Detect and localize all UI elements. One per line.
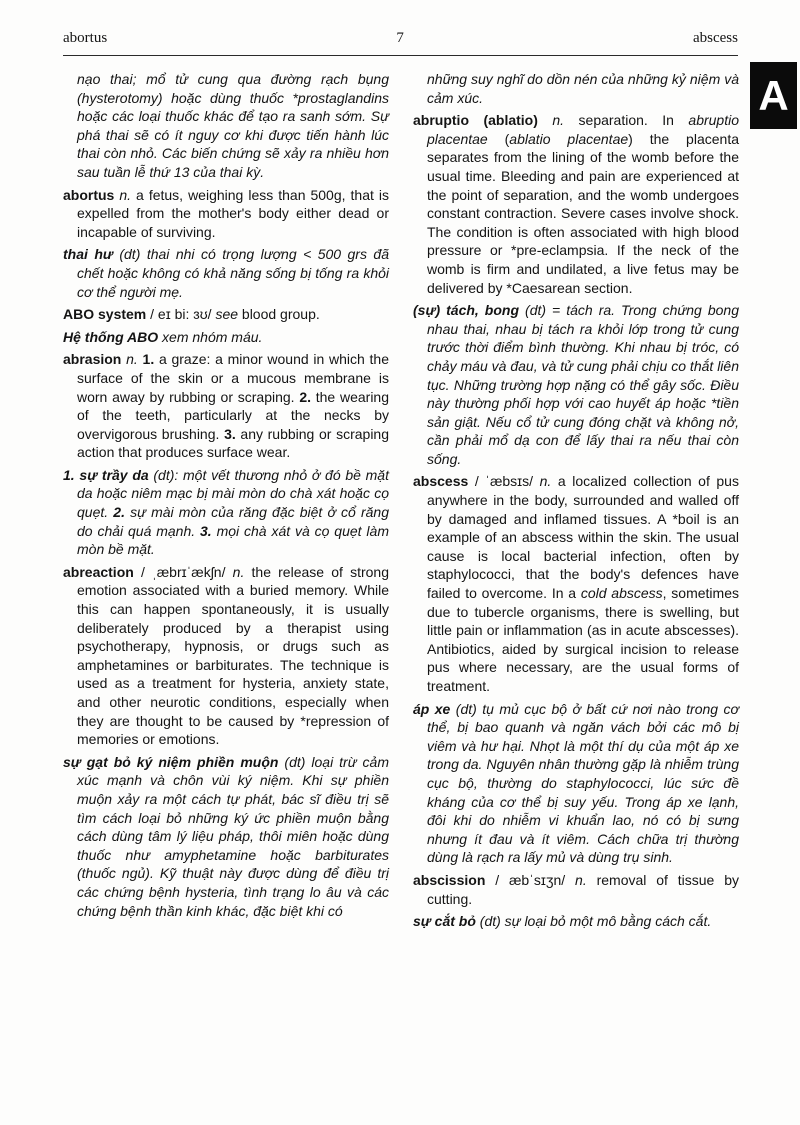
- entry-ap-xe: áp xe (dt) tụ mủ cục bộ ở bất cứ nơi nào trong cơ thể, bị bao quanh và ngăn vách bởi các mô bị viêm và hư hại. Nhọt là một thí dụ của một áp xe trong da. Nguyên nhân thường gặp là nhiễm trùng cục bộ, thường do staphylococci, lúc sức đề kháng của cơ thể bị suy yếu. Trong áp xe lạnh, đôi khi do nhiễm vi khuẩn lao, nó có bị sưng nhưng ít đau và ít viêm. Cách chữa trị thường dùng là rạch ra lấy mủ và dùng trụ sinh.: [413, 700, 739, 866]
- guide-word-right: abscess: [692, 30, 738, 46]
- entry-abortus: abortus n. a fetus, weighing less than 500g, that is expelled from the mother's body either dead or incapable of surviving.: [63, 186, 389, 240]
- guide-word-left: abortus: [63, 30, 108, 46]
- entry-continuation-nhung-suy-nghi: những suy nghĩ do dồn nén của những kỷ niệm và cảm xúc.: [427, 71, 739, 106]
- entry-abrasion: abrasion n. 1. a graze: a minor wound in which the surface of the skin or a mucous membrane is worn away by rubbing or scraping. 2. the wearing of the teeth, particularly at the necks by overvigorous brushing. 3. any rubbing or scraping action that produces surface wear.: [63, 351, 390, 461]
- text-columns: [63, 70, 739, 935]
- header-rule: [63, 55, 738, 56]
- entry-su-tray-da: 1. sự trầy da (dt): một vết thương nhỏ ở đó bề mặt da hoặc niêm mạc bị mài mòn do chà xát hoặc cọ quẹt. 2. sự mài mòn của răng đặc biệt ở cổ răng do chải quá mạnh. 3. mọi chà xát và cọ quẹt làm mòn bề mặt.: [63, 466, 389, 558]
- page-number: 7: [396, 30, 404, 46]
- entry-he-thong-abo: Hệ thống ABO xem nhóm máu.: [63, 328, 263, 345]
- entry-su-gat-bo: sự gạt bỏ ký niệm phiền muộn (dt) loại trừ cảm xúc mạnh và chôn vùi ký niệm. Khi sự phiền muộn xảy ra một cách tự phát, bác sĩ điều trị sẽ tìm cách loại bỏ những ký ức phiền muộn bằng cách dùng tâm lý liệu pháp, thôi miên hoặc dùng thuốc như amyphetamine hoặc barbiturates (thuốc ngủ). Kỹ thuật này được dùng để điều trị các chứng bệnh hysteria, tình trạng lo âu và các chứng bệnh thần kinh khác, đặc biệt khi có: [63, 753, 389, 919]
- entry-continuation-nao-thai: nạo thai; mổ tử cung qua đường rạch bụng (hysterotomy) hoặc dùng thuốc *prostaglandins hoặc các loại thuốc khác để tạo ra sanh sớm. Sự phá thai sẽ có ít nguy cơ khi được tiến hành lúc thai còn nhỏ. Các biến chứng sẽ xảy ra nhiều hơn sau tuần lễ thứ 13 của thai kỳ.: [77, 71, 389, 180]
- entry-abscission: abscission / æbˈsɪʒn/ n. removal of tissue by cutting.: [413, 871, 739, 907]
- thumb-index-tab-a: [750, 62, 797, 129]
- entry-abruptio: abruptio (ablatio) n. separation. In abruptio placentae (ablatio placentae) the placenta separates from the lining of the womb before the usual time. Bleeding and pain are experienced at the point of separation, and the womb undergoes constant contraction. Severe cases involve shock. The condition is often associated with high blood pressure or *pre-eclampsia. If the neck of the womb is firm and undilated, a live fetus may be delivered by *Caesarean section.: [413, 112, 739, 296]
- running-head: [63, 30, 738, 47]
- left-column: [63, 70, 389, 935]
- entry-abscess: abscess / ˈæbsɪs/ n. a localized collection of pus anywhere in the body, surrounded and walled off by damaged and inflamed tissues. A *boil is an example of an abscess within the skin. The usual cause is local bacterial infection, often by staphylococci, that the body's defences have failed to overcome. In a cold abscess, sometimes due to tubercle organisms, there is swelling, but little pain or inflammation (as in acute abscesses). Antibiotics, aided by surgical incision to release pus where necessary, are the usual forms of treatment.: [413, 473, 739, 694]
- entry-thai-hu: thai hư (dt) thai nhi có trọng lượng < 500 grs đã chết hoặc không có khả năng sống bị tống ra khỏi cơ thể người mẹ.: [63, 246, 390, 300]
- entry-su-tach-bong: (sự) tách, bong (dt) = tách ra. Trong chứng bong nhau thai, nhau bị tách ra khỏi lớp trong tử cung trước thời điểm bình thường. Khi nhau bị tróc, có chảy máu và đau, và tử cung phải chịu co thắt liên tục. Những trường hợp nặng có thể gây sốc. Điều này thường phối hợp với cao huyết áp hoặc *tiền sản giật. Nếu cổ tử cung đóng chặt và không nở, cần phải mổ dạ con để lấy thai ra nếu thai còn sống.: [413, 302, 739, 467]
- right-column: [413, 70, 739, 935]
- entry-abo-system: ABO system / eɪ bi: ɜʊ/ see blood group.: [63, 306, 320, 323]
- entry-su-cat-bo: sự cắt bỏ (dt) sự loại bỏ một mô bằng cách cắt.: [413, 913, 712, 930]
- entry-abreaction: abreaction / ˌæbrɪˈækʃn/ n. the release of strong emotion associated with a buried memory. While this can happen spontaneously, it is usually deliberately produced by a therapist using psychotherapy, hypnosis, or drugs such as amphetamines or barbiturates. The technique is used as a treatment for hysteria, anxiety state, and other neurotic conditions, especially when they are thought to be caused by *repression of memories or emotions.: [63, 563, 389, 748]
- thumb-tab-letter: A: [758, 71, 789, 119]
